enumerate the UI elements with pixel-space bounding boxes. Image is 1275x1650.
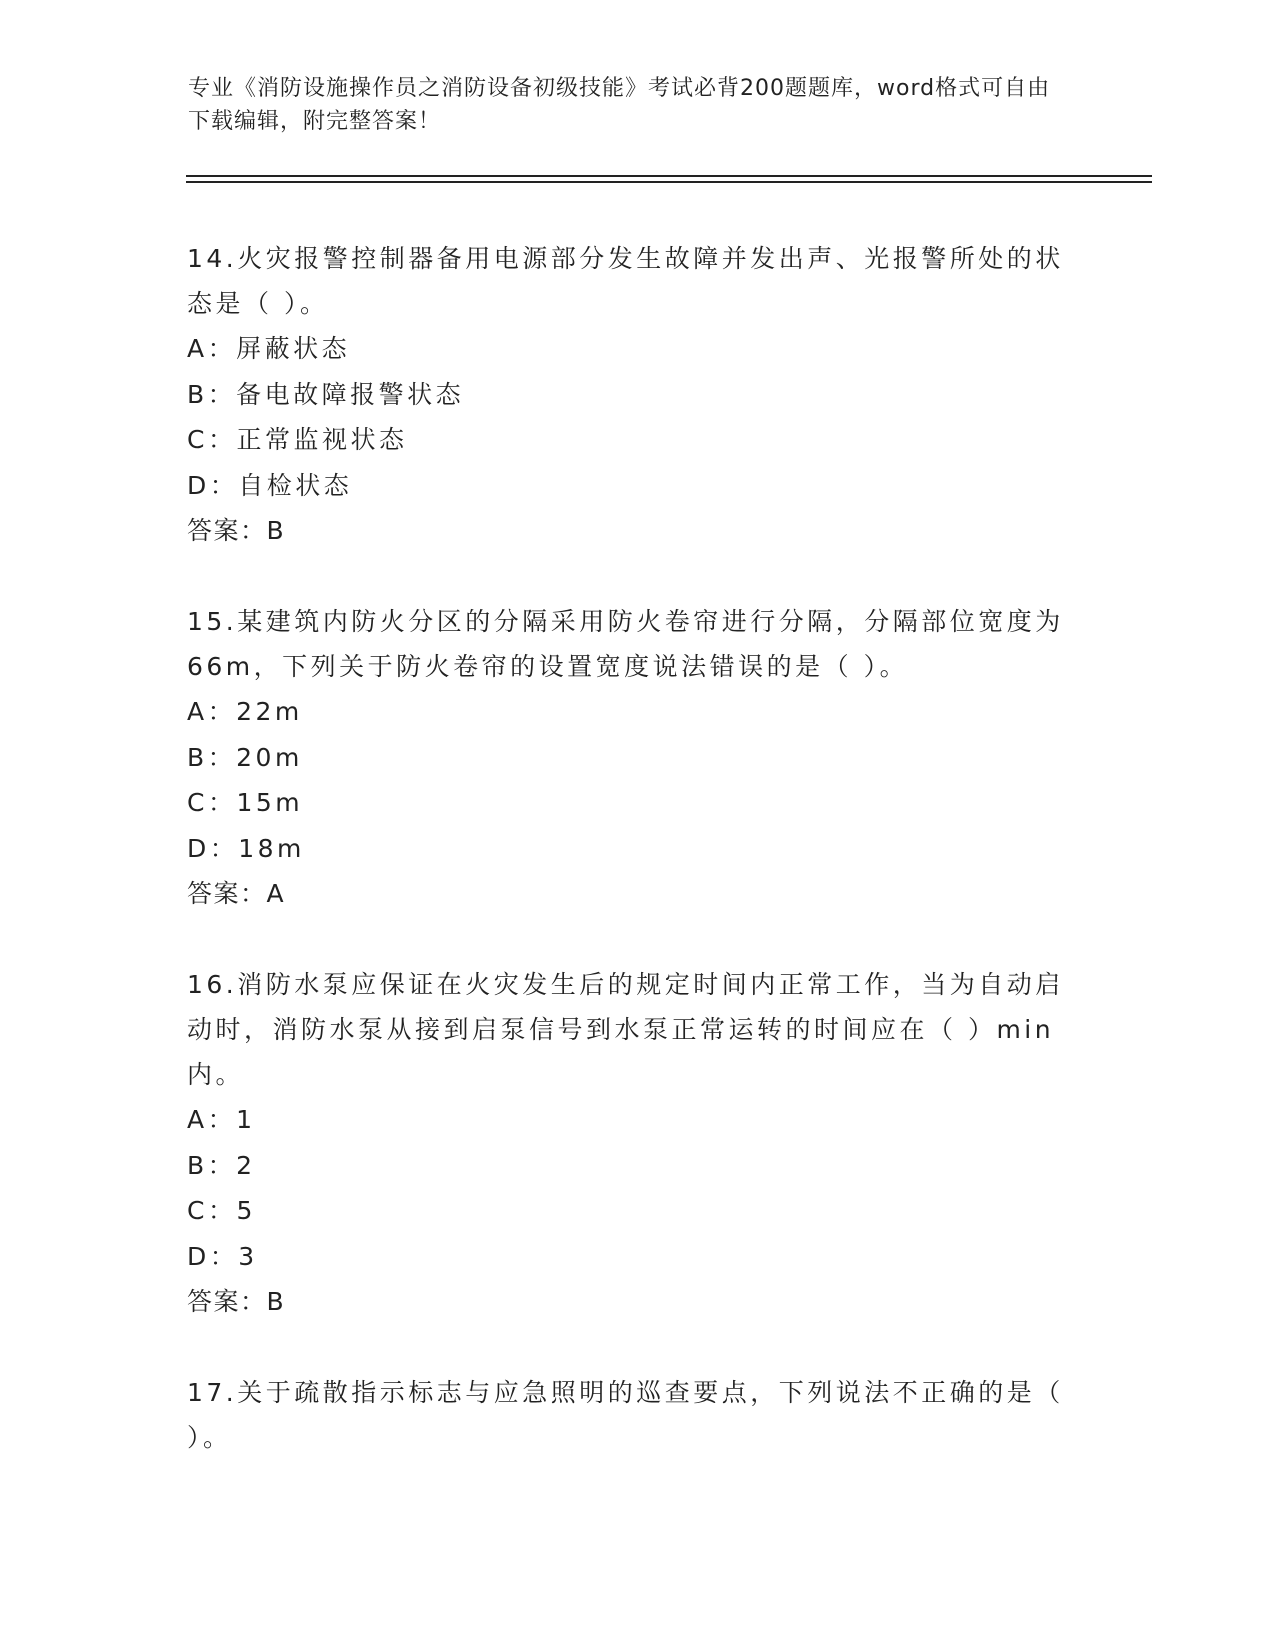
question-stem: 16.消防水泵应保证在火灾发生后的规定时间内正常工作，当为自动启动时，消防水泵从接到启泵信号到水泵正常运转的时间应在（ ）min内。	[187, 970, 1064, 1089]
option-c: C：15m	[187, 788, 304, 817]
document-header: 专业《消防设施操作员之消防设备初级技能》考试必背200题题库，word格式可自由下载编辑，附完整答案！	[188, 76, 1051, 134]
option-c: C：正常监视状态	[187, 425, 408, 454]
option-b: B：20m	[187, 742, 303, 772]
option-b: B：备电故障报警状态	[187, 379, 465, 409]
question-16	[187, 962, 1077, 1324]
answer: 答案：B	[187, 516, 286, 545]
question-list	[187, 236, 1077, 1506]
header-divider-top	[186, 175, 1152, 177]
question-stem: 14.火灾报警控制器备用电源部分发生故障并发出声、光报警所处的状态是（ ）。	[187, 244, 1064, 318]
question-stem: 17.关于疏散指示标志与应急照明的巡查要点，下列说法不正确的是（ ）。	[187, 1378, 1064, 1452]
question-15	[187, 599, 1077, 916]
header-divider-bottom	[186, 181, 1152, 183]
option-a: A：22m	[187, 697, 303, 726]
answer: 答案：A	[187, 879, 286, 908]
option-d: D：自检状态	[187, 470, 353, 500]
option-d: D：3	[187, 1241, 258, 1271]
answer: 答案：B	[187, 1287, 286, 1316]
question-stem: 15.某建筑内防火分区的分隔采用防火卷帘进行分隔，分隔部位宽度为66m，下列关于防火卷帘的设置宽度说法错误的是（ ）。	[187, 607, 1064, 681]
option-a: A：屏蔽状态	[187, 334, 351, 363]
option-d: D：18m	[187, 833, 305, 863]
option-a: A：1	[187, 1105, 256, 1134]
question-14	[187, 236, 1077, 553]
option-c: C：5	[187, 1196, 256, 1225]
option-b: B：2	[187, 1150, 256, 1180]
question-17	[187, 1370, 1077, 1460]
